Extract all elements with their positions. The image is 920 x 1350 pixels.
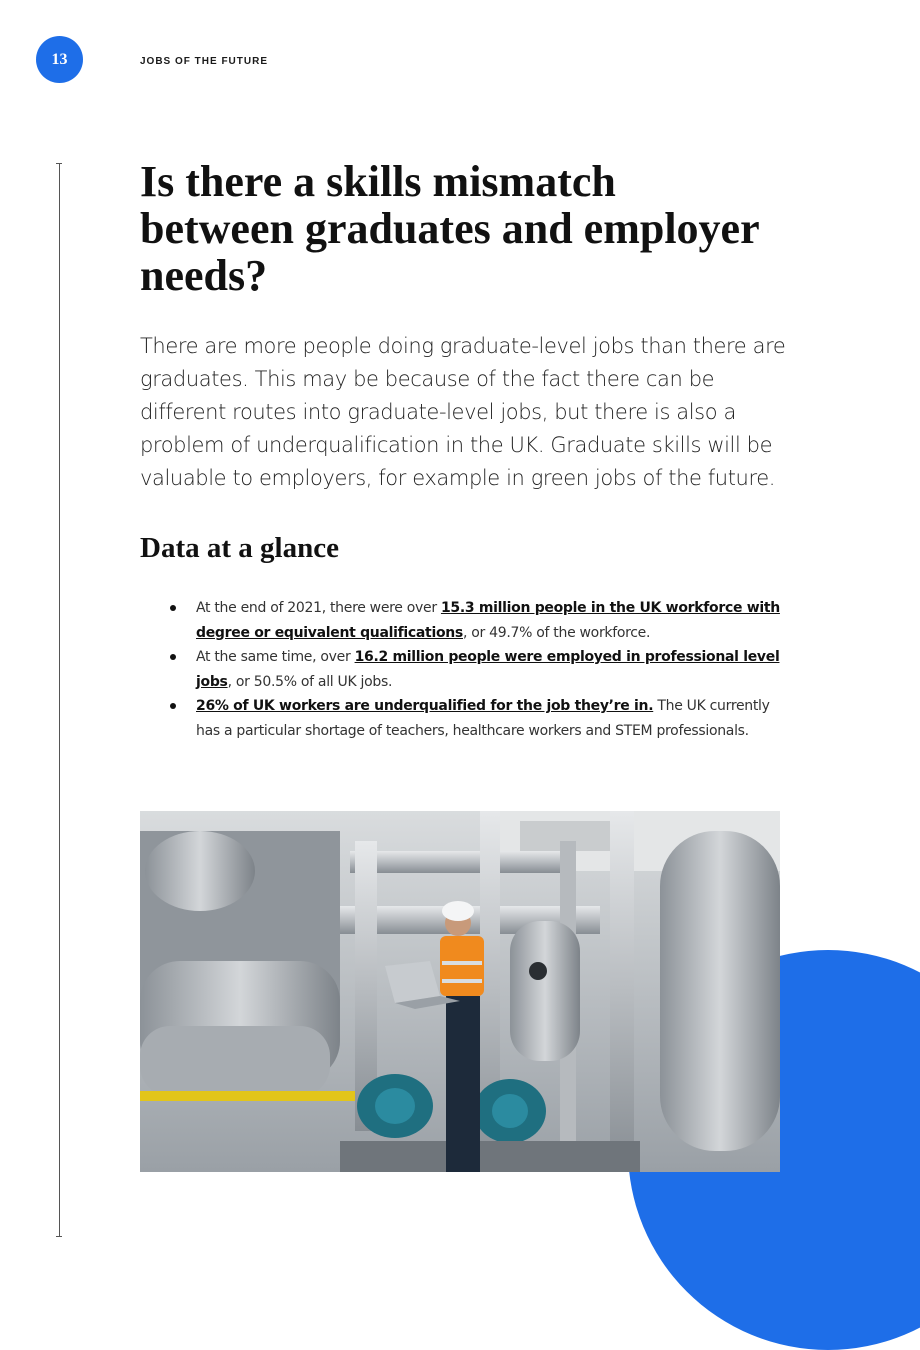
bullet-prefix: At the same time, over xyxy=(196,649,355,665)
list-item xyxy=(140,596,780,645)
bullet-highlight-link[interactable]: 16.2 million people were employed in professional level jobs xyxy=(196,649,780,690)
list-item xyxy=(140,694,780,743)
data-bullet-list xyxy=(140,596,780,743)
bullet-highlight-link[interactable]: 15.3 million people in the UK workforce with degree or equivalent qualifications xyxy=(196,600,780,641)
margin-rule-bottom-tick xyxy=(56,1236,62,1237)
page-number: 13 xyxy=(51,50,68,68)
lead-paragraph: There are more people doing graduate-level jobs than there are graduates. This may be because of the fact there can be different routes into graduate-level jobs, but there is also a problem of underqualification in the UK. Graduate skills will be valuable to employers, for example in green jobs of the future. xyxy=(140,334,786,490)
bullet-suffix: , or 49.7% of the workforce. xyxy=(462,624,651,641)
margin-rule-top-tick xyxy=(56,163,62,164)
page-title: Is there a skills mismatch between graduates and employer needs? xyxy=(140,157,759,300)
list-item xyxy=(140,645,780,694)
bullet-icon xyxy=(170,605,176,611)
bullet-icon xyxy=(170,654,176,660)
section-heading: Data at a glance xyxy=(140,532,339,564)
page-number-badge xyxy=(36,36,83,83)
engineer-in-plant-room-photo xyxy=(140,811,780,1172)
bullet-highlight-link[interactable]: 26% of UK workers are underqualified for the job they’re in. xyxy=(196,698,654,714)
margin-rule xyxy=(59,163,60,1237)
bullet-suffix: , or 50.5% of all UK jobs. xyxy=(227,673,393,690)
bullet-suffix: The UK currently has a particular shortage of teachers, healthcare workers and STEM professionals. xyxy=(196,698,770,739)
bullet-icon xyxy=(170,703,176,709)
running-title: JOBS OF THE FUTURE xyxy=(140,56,269,67)
bullet-prefix: At the end of 2021, there were over xyxy=(196,600,441,616)
